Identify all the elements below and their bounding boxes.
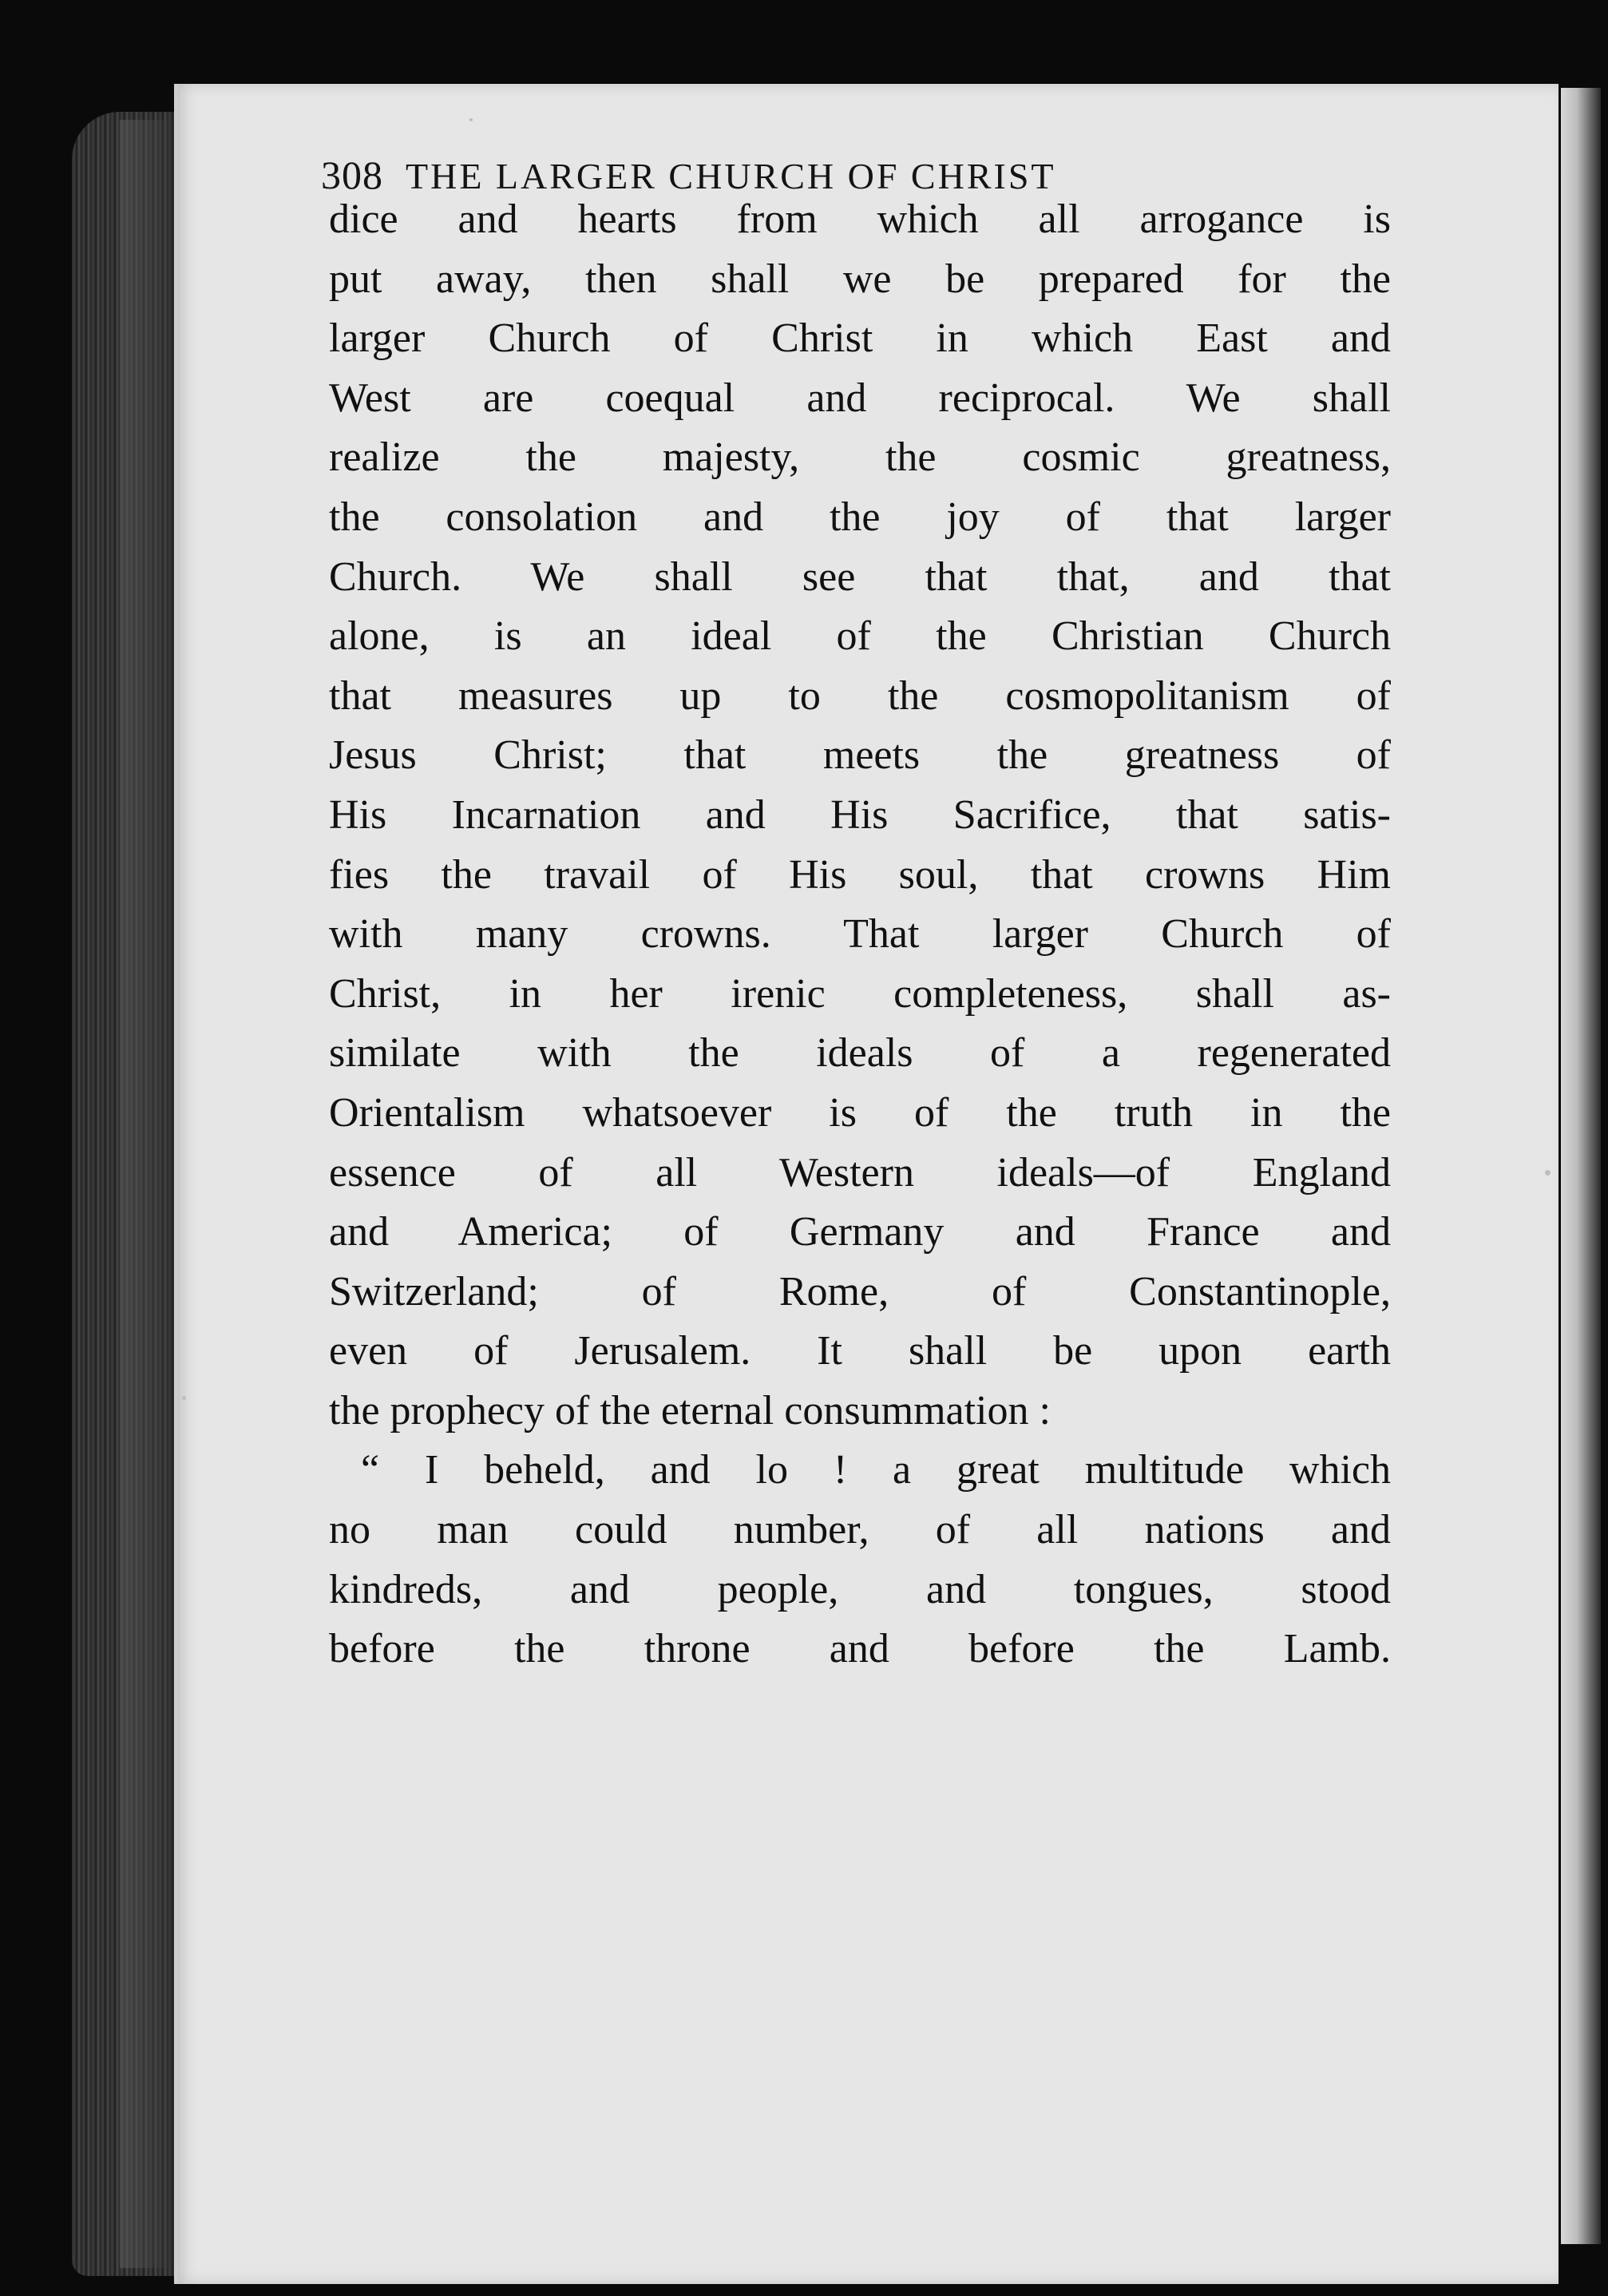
quote-line: before the throne and before the Lamb.	[329, 1626, 1391, 1672]
running-head: THE LARGER CHURCH OF CHRIST	[406, 156, 1056, 196]
text-line: larger Church of Christ in which East and	[329, 315, 1391, 362]
text-line: essence of all Western ideals—of England	[329, 1149, 1391, 1196]
scan-speck	[1545, 1170, 1551, 1176]
scan-speck	[182, 1396, 186, 1400]
book-edge-shade	[120, 120, 176, 2268]
quote-line: “ I beheld, and lo ! a great multitude which	[361, 1447, 1391, 1493]
text-line: Church. We shall see that that, and that	[329, 553, 1391, 600]
text-line: dice and hearts from which all arrogance is	[329, 196, 1391, 242]
text-line: the consolation and the joy of that larger	[329, 494, 1391, 540]
text-line: similate with the ideals of a regenerated	[329, 1030, 1391, 1077]
text-line: His Incarnation and His Sacrifice, that satis-	[329, 791, 1391, 838]
text-line: even of Jerusalem. It shall be upon earth	[329, 1328, 1391, 1374]
text-line: and America; of Germany and France and	[329, 1209, 1391, 1255]
scan-speck	[469, 118, 473, 121]
text-line: realize the majesty, the cosmic greatness,	[329, 434, 1391, 481]
text-line: fies the travail of His soul, that crowns Him	[329, 851, 1391, 898]
text-line: that measures up to the cosmopolitanism of	[329, 672, 1391, 719]
text-line: Switzerland; of Rome, of Constantinople,	[329, 1268, 1391, 1315]
facing-page-edge	[1561, 88, 1601, 2244]
text-line: Jesus Christ; that meets the greatness of	[329, 732, 1391, 779]
text-line: Christ, in her irenic completeness, shall as-	[329, 970, 1391, 1017]
page-number: 308	[321, 153, 383, 197]
text-line: Orientalism whatsoever is of the truth in the	[329, 1089, 1391, 1136]
quote-line: kindreds, and people, and tongues, stood	[329, 1566, 1391, 1612]
body-text	[329, 190, 1391, 1679]
text-line: West are coequal and reciprocal. We shall	[329, 375, 1391, 421]
text-line: with many crowns. That larger Church of	[329, 911, 1391, 958]
text-line: put away, then shall we be prepared for the	[329, 256, 1391, 302]
quote-line: no man could number, of all nations and	[329, 1507, 1391, 1553]
text-line: alone, is an ideal of the Christian Church	[329, 613, 1391, 660]
text-line: the prophecy of the eternal consummation :	[329, 1387, 1051, 1434]
